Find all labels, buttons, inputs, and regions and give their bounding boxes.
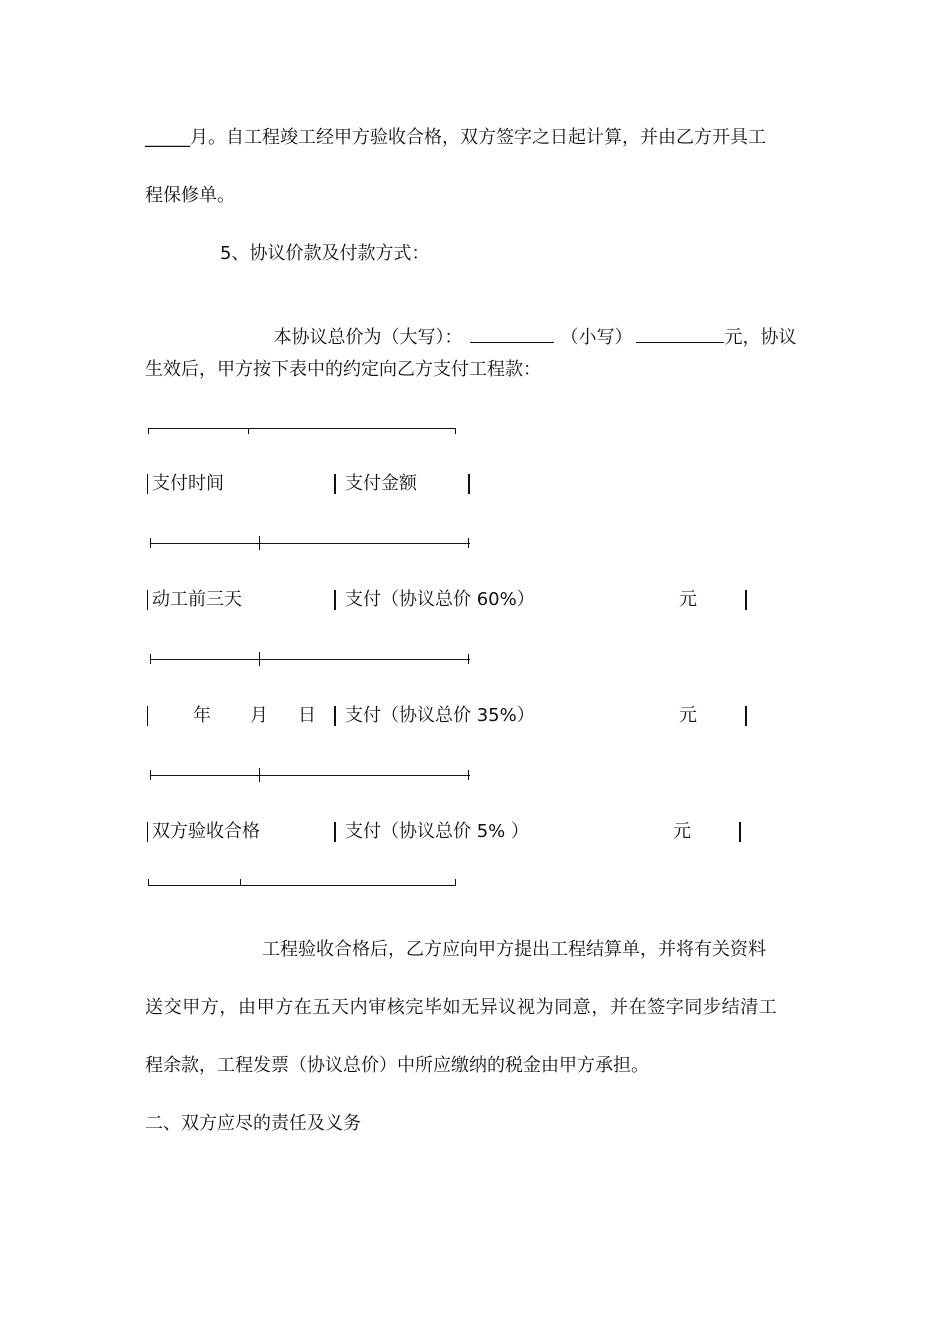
row-time-year: 年 — [193, 705, 211, 726]
price-blank-lower — [636, 324, 724, 343]
table-vline — [468, 474, 470, 494]
paragraph-line: 工程验收合格后，乙方应向甲方提出工程结算单，并将有关资料 — [262, 939, 766, 960]
paragraph-line: 送交甲方，由甲方在五天内审核完毕如无异议视为同意，并在签字同步结清工 — [145, 997, 778, 1018]
table-header-amount: 支付金额 — [345, 473, 417, 494]
table-separator — [150, 770, 470, 780]
section-heading: 二、双方应尽的责任及义务 — [145, 1113, 361, 1134]
table-vline — [745, 706, 747, 726]
row-time: 动工前三天 — [152, 589, 242, 610]
paragraph-line: 程余款，工程发票（协议总价）中所应缴纳的税金由甲方承担。 — [145, 1055, 649, 1076]
paragraph-line — [145, 126, 805, 150]
row-amount: 支付（协议总价 5% ） — [345, 821, 529, 842]
table-vline — [147, 706, 148, 726]
price-tail: 元，协议 — [724, 327, 797, 348]
row-time-month: 月 — [250, 705, 268, 726]
table-border-top — [148, 423, 456, 433]
row-time-day: 日 — [298, 705, 316, 726]
table-separator — [150, 538, 470, 548]
table-vline — [745, 590, 747, 610]
table-separator — [150, 654, 470, 664]
price-label-upper: 本协议总价为（大写）： — [273, 327, 463, 348]
table-header-time: 支付时间 — [152, 473, 224, 494]
row-time: 双方验收合格 — [152, 821, 260, 842]
paragraph-text: 月。自工程竣工经甲方验收合格，双方签字之日起计算，并由乙方开具工 — [190, 127, 766, 148]
table-border-bottom — [148, 880, 456, 890]
row-unit: 元 — [673, 821, 691, 842]
table-vline — [147, 474, 148, 494]
price-line — [262, 300, 796, 350]
blank-field: _____ — [145, 127, 190, 148]
price-blank-upper — [470, 324, 554, 343]
row-amount: 支付（协议总价 60%） — [345, 589, 535, 610]
paragraph-continuation: 生效后，甲方按下表中的约定向乙方支付工程款： — [145, 359, 541, 380]
row-unit: 元 — [679, 589, 697, 610]
table-vline — [147, 822, 148, 842]
table-vline — [334, 474, 336, 494]
row-amount: 支付（协议总价 35%） — [345, 705, 535, 726]
table-vline — [334, 590, 336, 610]
price-label-lower: （小写） — [560, 327, 633, 348]
section-heading: 5、协议价款及付款方式： — [220, 243, 430, 264]
table-vline — [739, 822, 741, 842]
row-unit: 元 — [679, 705, 697, 726]
table-vline — [334, 822, 336, 842]
table-vline — [334, 706, 336, 726]
table-vline — [147, 590, 148, 610]
paragraph-continuation: 程保修单。 — [145, 185, 235, 206]
